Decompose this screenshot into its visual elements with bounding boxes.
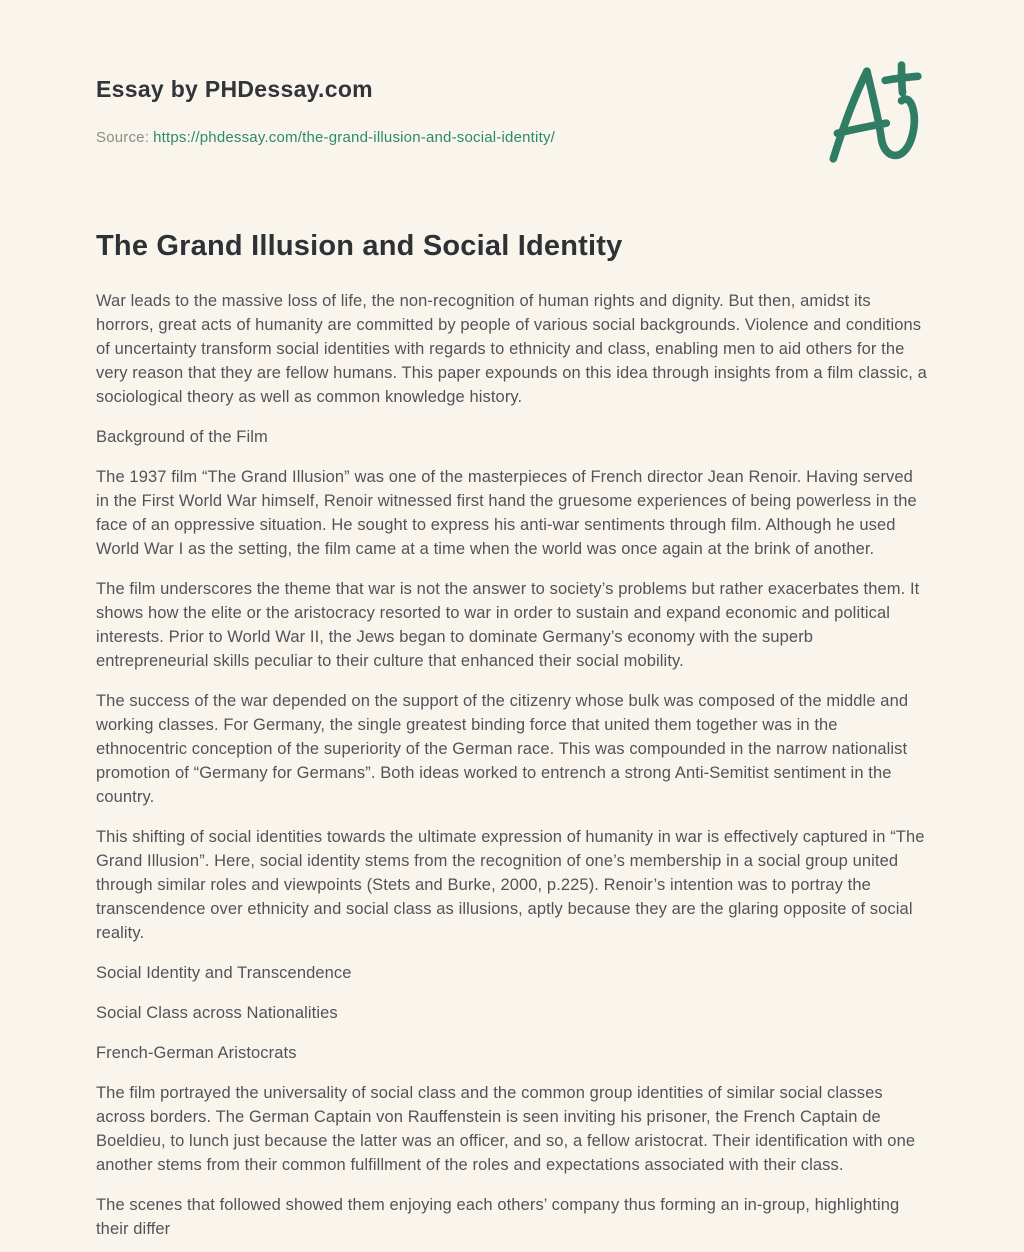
paragraph: The film underscores the theme that war is not the answer to society’s problems but rather exacerbates them. It shows how the elite or the aristocracy resorted to war in order to sustain and expand economic and political interests. Prior to World War II, the Jews began to dominate Germany’s economy with the superb entrepreneurial skills peculiar to their culture that enhanced their social mobility. — [96, 580, 920, 670]
paragraph: The 1937 film “The Grand Illusion” was one of the masterpieces of French director Jean Renoir. Having served in the First World War himself, Renoir witnessed first hand the gruesome experiences of being powerless in the face of an oppressive situation. He sought to express his anti-war sentiments through film. Although he used World War I as the setting, the film came at a time when the world was once again at the brink of another. — [96, 468, 917, 558]
paragraph: The success of the war depended on the support of the citizenry whose bulk was composed of the middle and working classes. For Germany, the single greatest binding force that united them together was in the ethnocentric conception of the superiority of the German race. This was compounded in the narrow nationalist promotion of “Germany for Germans”. Both ideas worked to entrench a strong Anti-Semitist sentiment in the country. — [96, 692, 909, 806]
paragraph: The scenes that followed showed them enjoying each others’ company thus forming an in-group, highlighting their differ — [96, 1196, 900, 1238]
paragraph: War leads to the massive loss of life, the non-recognition of human rights and dignity. But then, amidst its horrors, great acts of humanity are committed by people of various social backgrounds. Violence and conditions of uncertainty transform social identities with regards to ethnicity and class, enabling men to aid others for the very reason that they are fellow humans. This paper expounds on this idea through insights from a film classic, a sociological theory as well as common knowledge history. — [96, 292, 927, 406]
section-heading: French-German Aristocrats — [96, 1044, 297, 1062]
source-label: Source: — [96, 129, 150, 146]
section-heading: Social Class across Nationalities — [96, 1004, 338, 1022]
phdessay-a-plus-logo — [820, 58, 924, 170]
page-title: The Grand Illusion and Social Identity — [96, 230, 623, 262]
source-line — [96, 129, 928, 146]
section-heading: Background of the Film — [96, 428, 268, 446]
source-url-link[interactable]: https://phdessay.com/the-grand-illusion-and-social-identity/ — [153, 129, 556, 146]
paragraph: The film portrayed the universality of social class and the common group identities of similar social classes across borders. The German Captain von Rauffenstein is seen inviting his prisoner, the French Captain de Boeldieu, to lunch just because the latter was an officer, and so, a fellow aristocrat. Their identification with one another stems from their common fulfillment of the roles and expectations associated with their class. — [96, 1084, 916, 1174]
article-body — [96, 289, 928, 1241]
page-header-brand: Essay by PHDessay.com — [96, 76, 373, 102]
section-heading: Social Identity and Transcendence — [96, 964, 352, 982]
paragraph: This shifting of social identities towards the ultimate expression of humanity in war is effectively captured in “The Grand Illusion”. Here, social identity stems from the recognition of one’s membership in a social group united through similar roles and viewpoints (Stets and Burke, 2000, p.225). Renoir’s intention was to portray the transcendence over ethnicity and social class as illusions, aptly because they are the glaring opposite of social reality. — [96, 828, 925, 942]
